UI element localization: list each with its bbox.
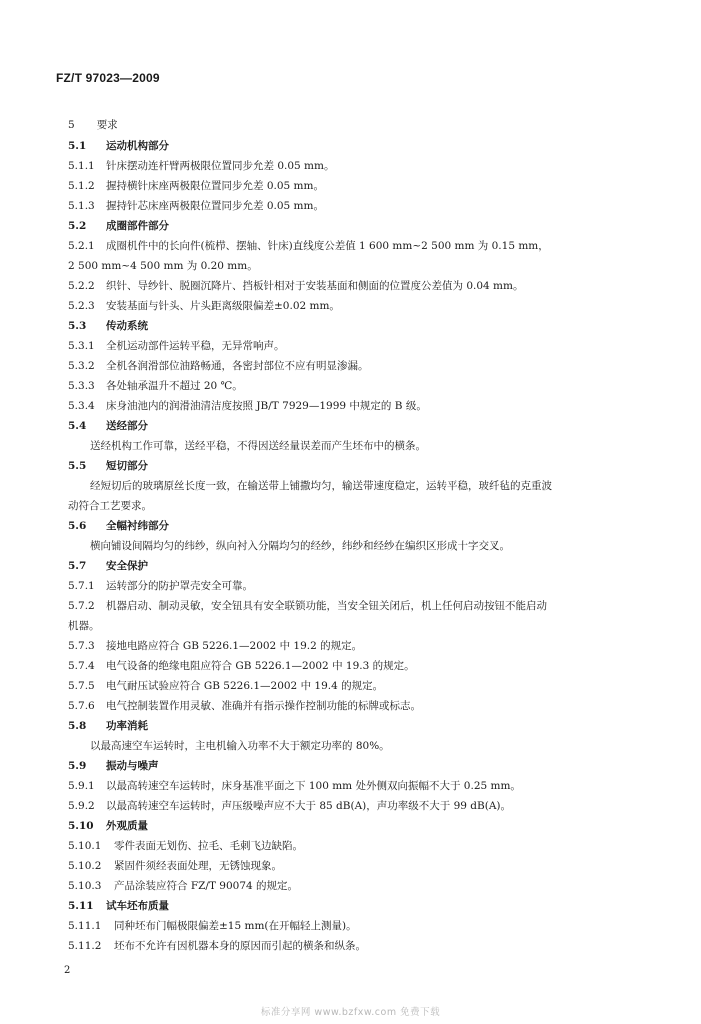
clause-item (68, 576, 658, 596)
clause-item (68, 916, 658, 936)
clause-item (68, 156, 658, 176)
clause-heading (68, 216, 658, 236)
clause-continuation: 2 500 mm~4 500 mm 为 0.20 mm。 (68, 260, 258, 272)
clause-number: 5.2.1 (68, 240, 95, 252)
clause-number: 5.7.3 (68, 640, 95, 652)
clause-item (68, 336, 658, 356)
clause-text: 电气耐压试验应符合 GB 5226.1—2002 中 19.4 的规定。 (106, 680, 384, 692)
clause-text: 产品涂装应符合 FZ/T 90074 的规定。 (114, 880, 299, 892)
clause-text: 送经部分 (106, 420, 148, 432)
clause-number: 5.10 (68, 820, 94, 832)
clause-text: 针床摆动连杆臂两极限位置同步允差 0.05 mm。 (106, 160, 335, 172)
clause-item (68, 796, 658, 816)
clause-item (68, 856, 658, 876)
clause-paragraph-text: 横向铺设间隔均匀的纬纱，纵向衬入分隔均匀的经纱，纬纱和经纱在编织区形成十字交叉。 (90, 540, 510, 552)
clause-number: 5.10.2 (68, 860, 102, 872)
clause-number: 5.9 (68, 760, 87, 772)
clause-number: 5.5 (68, 460, 87, 472)
clause-text: 床身油池内的润滑油清洁度按照 JB/T 7929—1999 中规定的 B 级。 (106, 400, 427, 412)
clause-text: 同种坯布门幅极限偏差±15 mm(在开幅轻上测量)。 (114, 920, 357, 932)
clause-paragraph-text: 经短切后的玻璃原丝长度一致，在输送带上铺撒均匀，输送带速度稳定，运转平稳，玻纤毡的克重波 (90, 480, 552, 492)
clause-continuation: 机器。 (68, 620, 100, 632)
watermark: 标准分享网 www.bzfxw.com 免费下载 (260, 1007, 441, 1018)
clause-paragraph (68, 476, 658, 496)
clause-text: 零件表面无划伤、拉毛、毛刺飞边缺陷。 (114, 840, 303, 852)
clause-text: 全机运动部件运转平稳，无异常响声。 (106, 340, 285, 352)
clause-text: 紧固件须经表面处理，无锈蚀现象。 (114, 860, 282, 872)
clause-number: 5.1.2 (68, 180, 95, 192)
clause-number: 5.3 (68, 320, 87, 332)
page-number: 2 (64, 965, 71, 976)
section-title (68, 114, 658, 136)
clause-item (68, 676, 658, 696)
clause-item (68, 596, 658, 616)
clause-text: 接地电路应符合 GB 5226.1—2002 中 19.2 的规定。 (106, 640, 363, 652)
clause-item (68, 696, 658, 716)
clause-number: 5.6 (68, 520, 87, 532)
clause-number: 5.3.1 (68, 340, 95, 352)
clause-text: 运转部分的防护罩壳安全可靠。 (106, 580, 253, 592)
clause-text: 振动与噪声 (106, 760, 159, 772)
clause-continuation: 动符合工艺要求。 (68, 500, 152, 512)
clause-number: 5.9.2 (68, 800, 95, 812)
clause-paragraph (68, 736, 658, 756)
clause-number: 5.2.3 (68, 300, 95, 312)
clause-text: 传动系统 (106, 320, 148, 332)
clause-text: 全幅衬纬部分 (106, 520, 169, 532)
clause-number: 5.2.2 (68, 280, 95, 292)
clause-heading (68, 716, 658, 736)
clause-number: 5.1 (68, 140, 87, 152)
clause-number: 5.7.4 (68, 660, 95, 672)
clause-item (68, 276, 658, 296)
clause-number: 5.10.3 (68, 880, 102, 892)
clause-number: 5.10.1 (68, 840, 102, 852)
clause-number: 5.7.5 (68, 680, 95, 692)
clause-paragraph (68, 436, 658, 456)
clause-text: 运动机构部分 (106, 140, 169, 152)
clause-text: 成圈机件中的长向件(梳栉、摆轴、针床)直线度公差值 1 600 mm~2 500 mm 为 0.15 mm， (106, 240, 549, 252)
clause-heading (68, 136, 658, 156)
clause-item (68, 196, 658, 216)
clause-text: 安装基面与针头、片头距离级限偏差±0.02 mm。 (106, 300, 340, 312)
clause-number: 5.7.6 (68, 700, 95, 712)
clause-heading (68, 516, 658, 536)
clause-number: 5.1.1 (68, 160, 95, 172)
clause-text: 织针、导纱针、脱圈沉降片、挡板针相对于安装基面和侧面的位置度公差值为 0.04 mm。 (106, 280, 524, 292)
clause-number: 5.4 (68, 420, 87, 432)
clause-heading (68, 556, 658, 576)
clause-number: 5.3.2 (68, 360, 95, 372)
clause-item (68, 656, 658, 676)
clause-number: 5.1.3 (68, 200, 95, 212)
clause-item (68, 296, 658, 316)
clause-text: 握持横针床座两极限位置同步允差 0.05 mm。 (106, 180, 324, 192)
clause-heading (68, 756, 658, 776)
clause-item (68, 836, 658, 856)
clause-item (68, 636, 658, 656)
clause-text: 试车坯布质量 (106, 900, 169, 912)
clause-number: 5.9.1 (68, 780, 95, 792)
clause-text: 功率消耗 (106, 720, 148, 732)
clause-number: 5.11.1 (68, 920, 102, 932)
clause-heading (68, 816, 658, 836)
clause-heading (68, 316, 658, 336)
clause-text: 握持针芯床座两极限位置同步允差 0.05 mm。 (106, 200, 324, 212)
clause-text: 电气控制装置作用灵敏、准确并有指示操作控制功能的标牌或标志。 (106, 700, 421, 712)
clause-item (68, 176, 658, 196)
clause-number: 5.2 (68, 220, 87, 232)
clause-item (68, 876, 658, 896)
clause-text: 安全保护 (106, 560, 148, 572)
clause-text: 外观质量 (106, 820, 148, 832)
requirements-list (68, 136, 658, 956)
clause-item (68, 396, 658, 416)
clause-text: 短切部分 (106, 460, 148, 472)
section-number: 5 (68, 119, 75, 131)
clause-text: 成圈部件部分 (106, 220, 169, 232)
clause-item (68, 376, 658, 396)
clause-text: 电气设备的绝缘电阻应符合 GB 5226.1—2002 中 19.3 的规定。 (106, 660, 415, 672)
clause-heading (68, 896, 658, 916)
clause-number: 5.7.2 (68, 600, 95, 612)
clause-item (68, 356, 658, 376)
clause-paragraph (68, 536, 658, 556)
clause-heading (68, 416, 658, 436)
clause-number: 5.3.4 (68, 400, 95, 412)
clause-text: 各处轴承温升不超过 20 ℃。 (106, 380, 243, 392)
clause-number: 5.8 (68, 720, 87, 732)
clause-item (68, 236, 658, 256)
clause-item (68, 776, 658, 796)
clause-text: 以最高转速空车运转时，床身基准平面之下 100 mm 处外侧双向振幅不大于 0.25 mm。 (106, 780, 521, 792)
clause-heading (68, 456, 658, 476)
section-heading: 要求 (96, 119, 118, 131)
clause-item (68, 936, 658, 956)
clause-number: 5.11 (68, 900, 94, 912)
document-body (68, 114, 658, 956)
clause-number: 5.7 (68, 560, 87, 572)
clause-text: 机器启动、制动灵敏，安全钮具有安全联锁功能，当安全钮关闭后，机上任何启动按钮不能启动 (106, 600, 547, 612)
clause-text: 坯布不允许有因机器本身的原因而引起的横条和纵条。 (114, 940, 366, 952)
clause-text: 以最高转速空车运转时，声压级噪声应不大于 85 dB(A)，声功率级不大于 99 dB(A)。 (106, 800, 511, 812)
clause-number: 5.7.1 (68, 580, 95, 592)
standard-code: FZ/T 97023—2009 (56, 71, 160, 85)
clause-text: 全机各润滑部位油路畅通，各密封部位不应有明显渗漏。 (106, 360, 369, 372)
clause-number: 5.3.3 (68, 380, 95, 392)
clause-paragraph-text: 送经机构工作可靠，送经平稳，不得因送经量误差而产生坯布中的横条。 (90, 440, 426, 452)
clause-paragraph-text: 以最高速空车运转时，主电机输入功率不大于额定功率的 80%。 (90, 740, 390, 752)
clause-number: 5.11.2 (68, 940, 102, 952)
